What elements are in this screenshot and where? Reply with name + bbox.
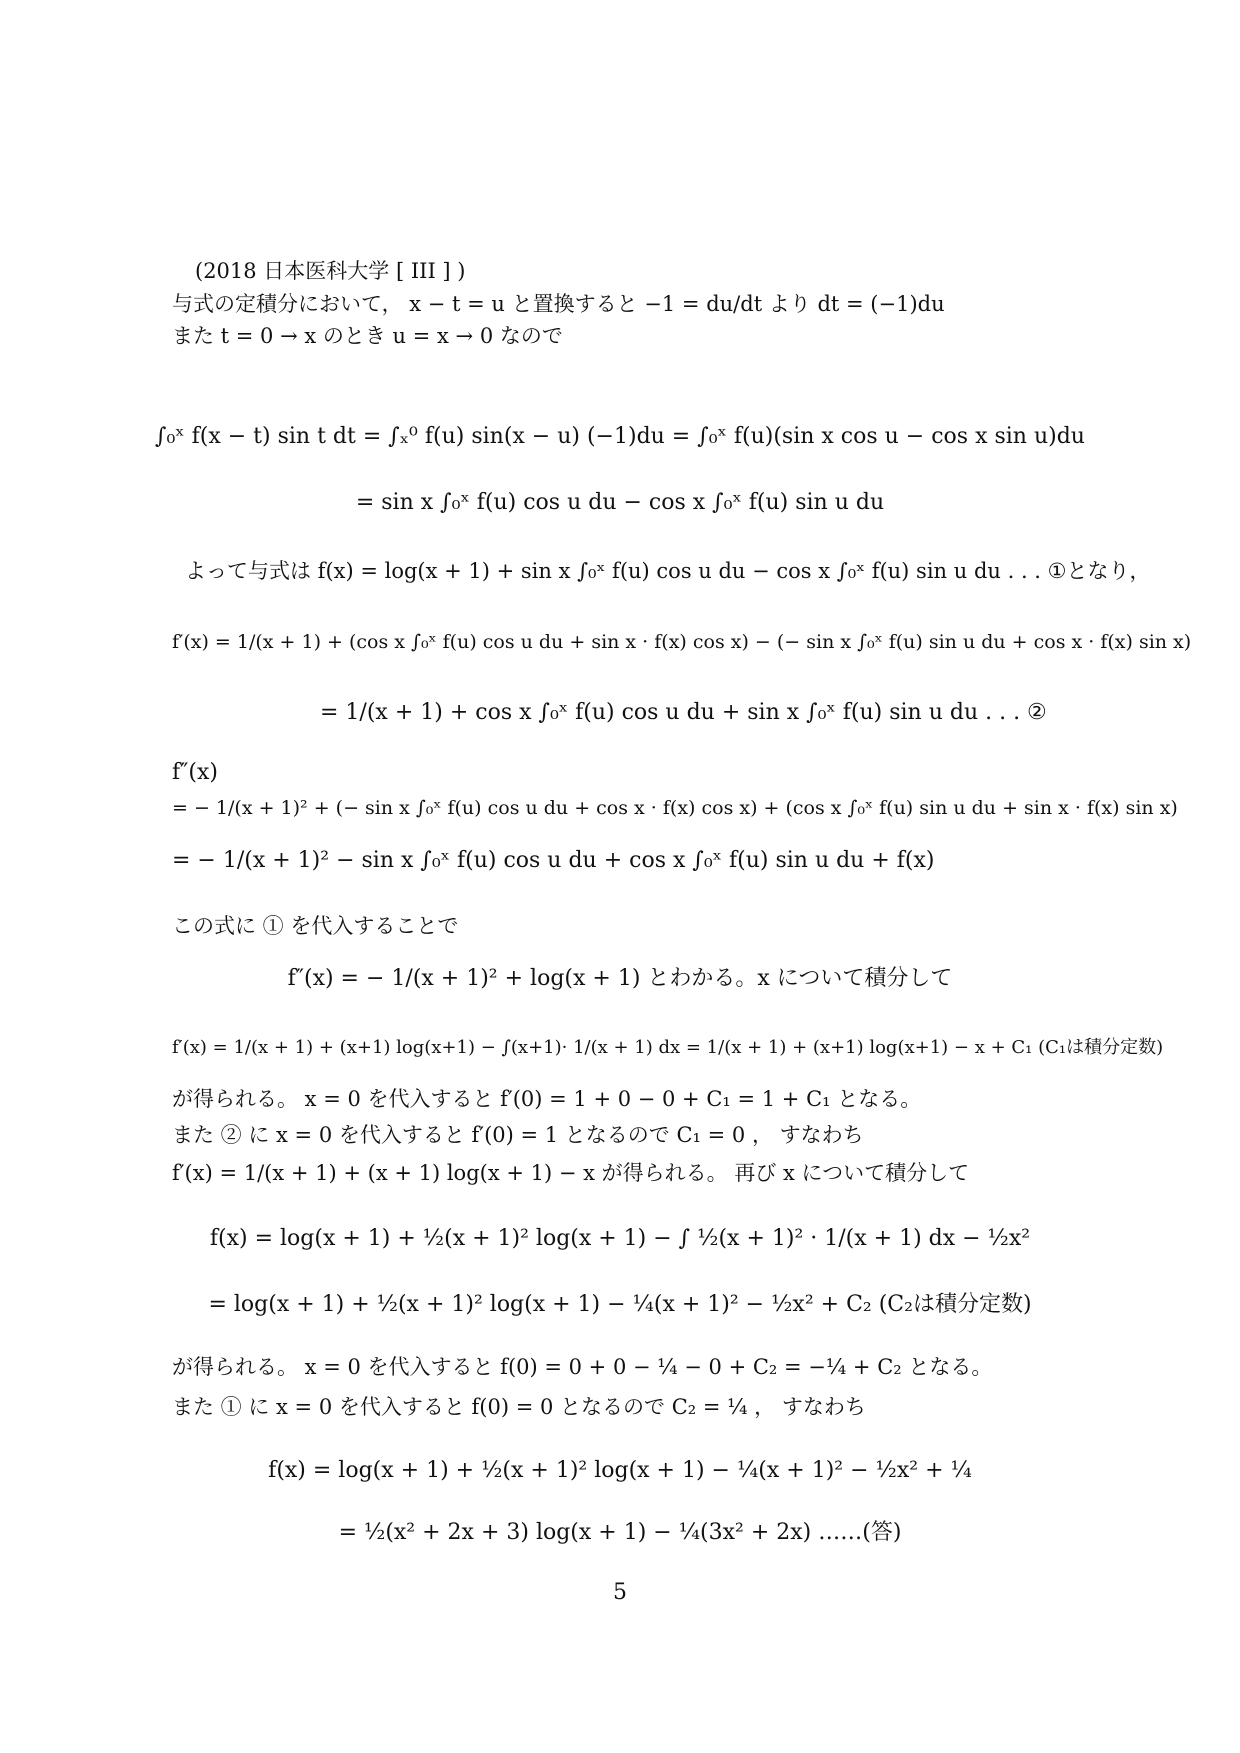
step5-equation-2: = log(x + 1) + ½(x + 1)² log(x + 1) − ¼(x + 1)² − ½x² + C₂ (C₂は積分定数) — [208, 1291, 1032, 1317]
step4-equation-1: f″(x) = − 1/(x + 1)² + log(x + 1) とわかる。x について積分して — [287, 965, 953, 991]
intro-line-1: 与式の定積分において， x − t = u と置換すると −1 = du/dt より dt = (−1)du — [172, 292, 945, 316]
page-number: 5 — [613, 1580, 627, 1605]
step3-equation-1: = − 1/(x + 1)² + (− sin x ∫₀ˣ f(u) cos u du + cos x · f(x) cos x) + (cos x ∫₀ˣ f(u) sin u du + sin x · f(x) sin x) — [172, 797, 1178, 819]
step1-equation-1: ∫₀ˣ f(x − t) sin t dt = ∫ₓ⁰ f(u) sin(x − u) (−1)du = ∫₀ˣ f(u)(sin x cos u − cos x sin u)du — [155, 423, 1085, 449]
step1-equation-2: = sin x ∫₀ˣ f(u) cos u du − cos x ∫₀ˣ f(u) sin u du — [355, 489, 885, 515]
step5-equation-1: f(x) = log(x + 1) + ½(x + 1)² log(x + 1) − ∫ ½(x + 1)² · 1/(x + 1) dx − ½x² — [209, 1225, 1031, 1251]
intro-line-2: また t = 0 → x のとき u = x → 0 なので — [172, 324, 563, 348]
answer-equation-2: = ½(x² + 2x + 3) log(x + 1) − ¼(3x² + 2x) ……(答) — [338, 1519, 902, 1545]
source-header: (2018 日本医科大学 [ III ] ) — [195, 259, 466, 283]
step4-text-2: が得られる。 x = 0 を代入すると f′(0) = 1 + 0 − 0 + C₁ = 1 + C₁ となる。 — [172, 1087, 922, 1111]
step5-text-2: また ① に x = 0 を代入すると f(0) = 0 となるので C₂ = ¼ ， すなわち — [172, 1395, 866, 1419]
step5-text-1: が得られる。 x = 0 を代入すると f(0) = 0 + 0 − ¼ − 0 + C₂ = −¼ + C₂ となる。 — [172, 1355, 993, 1379]
answer-equation-1: f(x) = log(x + 1) + ½(x + 1)² log(x + 1) − ¼(x + 1)² − ½x² + ¼ — [268, 1457, 972, 1483]
step3-equation-2: = − 1/(x + 1)² − sin x ∫₀ˣ f(u) cos u du + cos x ∫₀ˣ f(u) sin u du + f(x) — [172, 847, 935, 873]
step1-text: よって与式は f(x) = log(x + 1) + sin x ∫₀ˣ f(u) cos u du − cos x ∫₀ˣ f(u) sin u du . . . ①となり， — [185, 559, 1151, 583]
step4-text-3: また ② に x = 0 を代入すると f′(0) = 1 となるので C₁ = 0 ， すなわち — [172, 1123, 864, 1147]
step3-label: f″(x) — [172, 759, 218, 785]
step4-text-1: この式に ① を代入することで — [172, 914, 459, 938]
step2-equation-2: = 1/(x + 1) + cos x ∫₀ˣ f(u) cos u du + sin x ∫₀ˣ f(u) sin u du . . . ② — [320, 699, 1047, 725]
step2-equation-1: f′(x) = 1/(x + 1) + (cos x ∫₀ˣ f(u) cos u du + sin x · f(x) cos x) − (− sin x ∫₀ˣ f(u) sin u du + cos x · f(x) sin x) — [172, 631, 1192, 653]
step4-text-4: f′(x) = 1/(x + 1) + (x + 1) log(x + 1) − x が得られる。 再び x について積分して — [172, 1161, 970, 1185]
step4-equation-2: f′(x) = 1/(x + 1) + (x+1) log(x+1) − ∫(x+1)· 1/(x + 1) dx = 1/(x + 1) + (x+1) log(x+1) − x + C₁ (C₁は積分定数) — [172, 1037, 1164, 1058]
